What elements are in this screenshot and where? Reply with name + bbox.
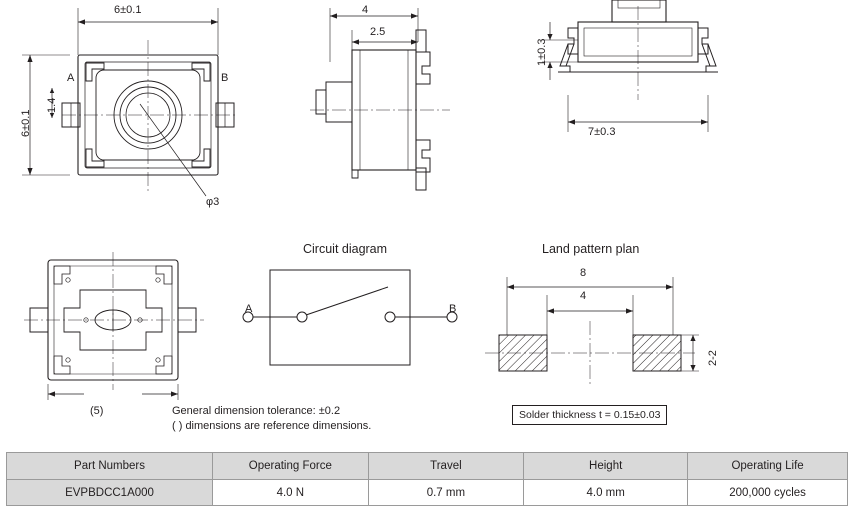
front-view-width-dim: 7±0.3 <box>588 126 616 138</box>
top-view-height-dim: 6±0.1 <box>20 109 32 137</box>
cell-part-number: EVPBDCC1A000 <box>7 480 213 506</box>
col-operating-life: Operating Life <box>688 453 848 480</box>
terminal-a-label: A <box>67 72 75 84</box>
specification-table <box>6 452 848 506</box>
circuit-diagram <box>230 265 480 390</box>
circuit-terminal-a-label: A <box>245 303 253 315</box>
hole-diameter-dim: φ3 <box>206 196 220 208</box>
front-view-drawing <box>520 0 750 160</box>
table-row <box>7 480 848 506</box>
land-pattern-title: Land pattern plan <box>542 242 640 256</box>
col-height: Height <box>524 453 688 480</box>
bottom-view-drawing <box>8 250 223 410</box>
col-part-numbers: Part Numbers <box>7 453 213 480</box>
top-view-drawing <box>0 0 270 230</box>
cell-height: 4.0 mm <box>524 480 688 506</box>
cell-operating-life: 200,000 cycles <box>688 480 848 506</box>
top-view-width-dim: 6±0.1 <box>114 4 142 16</box>
land-pattern-outer-dim: 8 <box>580 267 587 279</box>
cell-travel: 0.7 mm <box>368 480 524 506</box>
land-pattern-inner-dim: 4 <box>580 290 587 302</box>
solder-thickness-note: Solder thickness t = 0.15±0.03 <box>512 405 667 425</box>
cell-operating-force: 4.0 N <box>213 480 369 506</box>
land-pattern-pad-dim: 2-2 <box>707 350 719 366</box>
side-view-drawing <box>300 0 490 210</box>
terminal-b-label: B <box>221 72 229 84</box>
side-view-inner-dim: 2.5 <box>370 26 386 38</box>
bottom-view-ref-dim: (5) <box>90 405 104 417</box>
side-view-width-dim: 4 <box>362 4 369 16</box>
col-travel: Travel <box>368 453 524 480</box>
circuit-diagram-title: Circuit diagram <box>303 242 388 256</box>
front-view-height-dim: 1±0.3 <box>536 38 548 66</box>
general-tolerance-note: General dimension tolerance: ±0.2 <box>172 405 341 417</box>
circuit-terminal-b-label: B <box>449 303 457 315</box>
reference-dimension-note: ( ) dimensions are reference dimensions. <box>172 420 372 432</box>
table-header-row <box>7 453 848 480</box>
col-operating-force: Operating Force <box>213 453 369 480</box>
top-view-inner-dim: 1.4 <box>46 97 58 113</box>
land-pattern-drawing <box>485 265 715 395</box>
